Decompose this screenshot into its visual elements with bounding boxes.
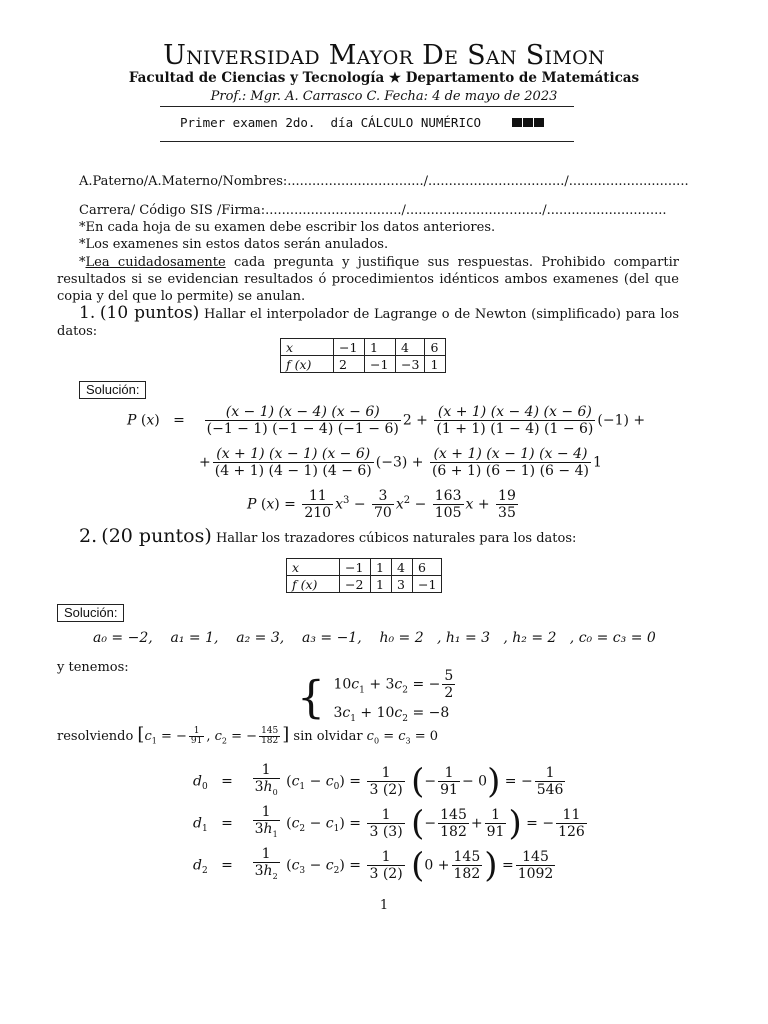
table-cell: −1 — [413, 576, 442, 593]
table-fx-label: f (x) — [281, 356, 334, 373]
note-1: *En cada hoja de su examen debe escribir los datos anteriores. — [79, 220, 496, 235]
page-number: 1 — [379, 898, 389, 913]
table-cell: −1 — [340, 559, 371, 576]
equation-system: { $10c_1 + 3c_2$ = − $\frac{5}{2}$ $3c_1 + 10c_2 = -8$ — [297, 668, 454, 725]
problem-1-table — [280, 338, 446, 373]
header-rule-bottom — [160, 141, 574, 142]
header-rule-top — [160, 106, 574, 107]
d2-equation: $d_2$ = $\frac{1}{3h_2}$ $(c_3 - c_2)$ = $\frac{1}{3 (2)}$ (0 + $\frac{145}{182}$ ) = $\frac{145}{1092}$ — [193, 845, 554, 886]
lagrange-line-2: + $\frac{(x + 1) (x - 1) (x - 6)}{(4 + 1) (4 - 1) (4 - 6)}$ (−3) + $\frac{(x + 1) (x - 1) (x - 4)}{(6 + 1) (6 - 1) (6 - 4)}$ 1 — [199, 446, 602, 479]
solution-1-label: Solución: — [79, 381, 146, 399]
table-cell: 4 — [396, 339, 425, 356]
table-cell: 1 — [365, 339, 396, 356]
table-cell: 1 — [371, 576, 392, 593]
note-3: *Lea cuidadosamente cada pregunta y justifique sus respuestas. Prohibido compartir resultados si se evidencian resultados ó procedimientos idénticos ambos examenes (del que copia y del que lo permite) se anulan. — [57, 255, 679, 304]
faculty-line: Facultad de Ciencias y Tecnología ★ Departamento de Matemáticas — [128, 70, 640, 86]
table-cell: 1 — [371, 559, 392, 576]
table-cell: −1 — [334, 339, 365, 356]
table-cell: −2 — [340, 576, 371, 593]
lagrange-line-1: P (x) = $\frac{(x - 1) (x - 4) (x - 6)}{(-1 - 1) (-1 - 4) (-1 - 6)}$ 2 + $\frac{(x + 1) (x - 4) (x - 6)}{(1 + 1) (1 - 4) (1 - 6)}$ (−1) + — [127, 404, 646, 437]
university-title: Universidad Mayor De San Simon — [163, 40, 605, 71]
problem-2-statement: 2. (20 puntos) Hallar los trazadores cúbicos naturales para los datos: — [79, 525, 577, 547]
table-cell: 2 — [334, 356, 365, 373]
career-line: Carrera/ Código SIS /Firma:................................./................................./............................. — [79, 203, 667, 218]
spline-coefficients: a₀ = −2, a₁ = 1, a₂ = 3, a₃ = −1, h₀ = 2 , h₁ = 3 , h₂ = 2 , c₀ = c₃ = 0 — [93, 630, 656, 646]
name-line: A.Paterno/A.Materno/Nombres:................................./................................./............................. — [79, 174, 689, 189]
table-cell: 4 — [392, 559, 413, 576]
table-cell: 1 — [425, 356, 446, 373]
table-cell: −1 — [365, 356, 396, 373]
lagrange-result: P (x) = $\frac{11}{210}$ $x^3$ − $\frac{3}{70}$ $x^2$ − $\frac{163}{105}$ x + $\frac{19}{35}$ — [247, 488, 516, 521]
note-2: *Los examenes sin estos datos serán anulados. — [79, 237, 389, 252]
resolviendo-line: resolviendo [$c_1$ = − $\frac{1}{91}$ , $c_2$ = − $\frac{145}{182}$ ] sin olvidar $c_0 = c_3 = 0$ — [57, 724, 439, 746]
d0-equation: $d_0$ = $\frac{1}{3h_0}$ $(c_1 - c_0)$ = $\frac{1}{3 (2)}$ (− $\frac{1}{91}$ − 0) = − $\frac{1}{546}$ — [193, 761, 564, 802]
table-x-label: x — [287, 559, 340, 576]
table-cell: 3 — [392, 576, 413, 593]
d1-equation: $d_1$ = $\frac{1}{3h_1}$ $(c_2 - c_1)$ = $\frac{1}{3 (3)}$ (− $\frac{145}{182}$ + $\frac{1}{91}$ ) = − $\frac{11}{126}$ — [193, 803, 585, 844]
exam-title: Primer examen 2do. día CÁLCULO NUMÉRICO — [180, 115, 544, 130]
prof-date-line: Prof.: Mgr. A. Carrasco C. Fecha: 4 de mayo de 2023 — [210, 89, 558, 104]
table-fx-label: f (x) — [287, 576, 340, 593]
table-cell: 6 — [425, 339, 446, 356]
problem-2-table — [286, 558, 442, 593]
y-tenemos: y tenemos: — [57, 660, 129, 675]
problem-1-statement: 1. (10 puntos) Hallar el interpolador de Lagrange o de Newton (simplificado) para los datos: — [57, 303, 679, 339]
table-cell: −3 — [396, 356, 425, 373]
solution-2-label: Solución: — [57, 604, 124, 622]
table-cell: 6 — [413, 559, 442, 576]
table-x-label: x — [281, 339, 334, 356]
